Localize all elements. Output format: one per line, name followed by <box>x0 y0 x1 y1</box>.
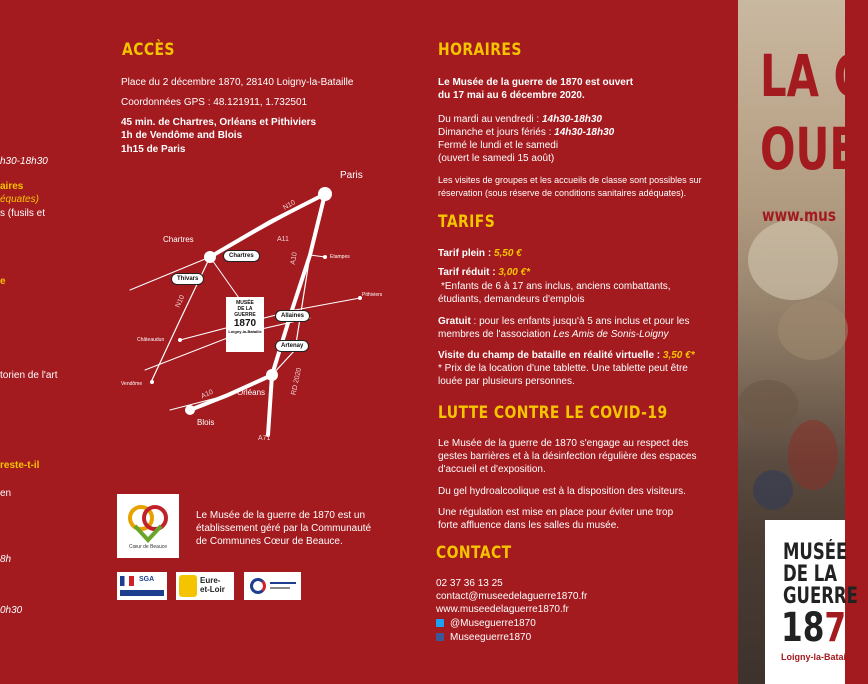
map-road-n10: N10 <box>282 199 297 212</box>
acces-address: Place du 2 décembre 1870, 28140 Loigny-la-Bataille <box>121 77 354 88</box>
cover-url: www.mus <box>762 206 836 226</box>
map-road-a10: A10 <box>289 251 299 266</box>
heart-logo-icon <box>117 494 179 544</box>
acces-heading: ACCÈS <box>122 40 175 60</box>
map-museum-marker: MUSÉE DE LA GUERRE 1870 Loigny-la-Bataille <box>226 297 264 352</box>
tarif-gratuit: Gratuit : pour les enfants jusqu'à 5 ans inclus et pour les <box>438 316 690 327</box>
horaires-intro-1: Le Musée de la guerre de 1870 est ouvert <box>438 77 634 88</box>
tarif-vr-detail-1: * Prix de la location d'une tablette. Une tablette peut être <box>438 363 688 374</box>
left-fragment: 0h30 <box>0 605 23 616</box>
coeur-de-beauce-logo: Cœur de Beauce <box>117 494 179 558</box>
map-station-thivars: Thivars <box>171 273 204 285</box>
map-city-chateaudun: Châteaudun <box>137 337 165 343</box>
covid-p1-3: d'accueil et d'exposition. <box>438 464 546 475</box>
horaires-open-note: (ouvert le samedi 15 août) <box>438 153 555 164</box>
map-city-chartres: Chartres <box>163 235 194 244</box>
horaires-sunday: Dimanche et jours fériés : 14h30-18h30 <box>438 127 615 138</box>
sga-logo: SGA <box>117 572 167 600</box>
eure-et-loir-logo: Eure- et-Loir <box>176 572 234 600</box>
tarif-gratuit-detail: membres de l'association Les Amis de Sonis-Loigny <box>438 329 669 340</box>
map-station-artenay: Artenay <box>275 340 309 352</box>
left-fragment: 8h <box>0 554 12 565</box>
covid-p3-1: Une régulation est mise en place pour éviter une trop <box>438 507 674 518</box>
acces-distance-3: 1h15 de Paris <box>121 144 186 155</box>
left-fragment: en <box>0 488 12 499</box>
left-fragment: équates) <box>0 194 39 205</box>
horaires-weekday: Du mardi au vendredi : 14h30-18h30 <box>438 114 602 125</box>
left-fragment: torien de l'art <box>0 370 58 381</box>
map-road-rd2020: RD 2020 <box>290 367 304 396</box>
covid-p2: Du gel hydroalcoolique est à la disposition des visiteurs. <box>438 486 686 497</box>
horaires-heading: HORAIRES <box>438 40 522 60</box>
anniversary-logo <box>244 572 301 600</box>
facebook-icon <box>436 633 444 641</box>
horaires-groups-2: réservation (sous réserve de conditions sanitaires adéquates). <box>438 188 687 198</box>
contact-website[interactable]: www.museedelaguerre1870.fr <box>436 604 569 615</box>
left-fragment: aires <box>0 181 24 192</box>
left-fragment: s (fusils et <box>0 208 46 219</box>
map-road-a10-south: A10 <box>200 388 215 401</box>
covid-p1-1: Le Musée de la guerre de 1870 s'engage au respect des <box>438 438 689 449</box>
map-city-paris: Paris <box>340 170 363 181</box>
tarif-plein: Tarif plein : 5,50 € <box>438 248 522 259</box>
partner-text-1: Le Musée de la guerre de 1870 est un <box>196 510 366 521</box>
acces-distance-1: 45 min. de Chartres, Orléans et Pithiviers <box>121 117 317 128</box>
map-city-pithiviers: Pithiviers <box>362 292 383 298</box>
left-fragment: reste-t-il <box>0 460 40 471</box>
map-road-a11: A11 <box>277 236 289 243</box>
map-city-blois: Blois <box>197 418 215 427</box>
partner-text-2: établissement géré par la Communauté <box>196 523 372 534</box>
tarif-vr-detail-2: louée par plusieurs personnes. <box>438 376 575 387</box>
tarif-vr: Visite du champ de bataille en réalité virtuelle : 3,50 €* <box>438 350 695 361</box>
left-fragment: h30-18h30 <box>0 156 48 167</box>
covid-p3-2: forte affluence dans les salles du musée. <box>438 520 620 531</box>
cover-title-line-2: OUE <box>760 115 858 183</box>
map-station-chartres: Chartres <box>223 250 260 262</box>
map-station-allaines: Allaines <box>275 310 310 322</box>
map-road-n10-south: N10 <box>174 294 187 309</box>
cover-title-line-1: LA G <box>760 42 868 110</box>
horaires-groups-1: Les visites de groupes et les accueils de classe sont possibles sur <box>438 175 702 185</box>
map-road-a71: A71 <box>258 435 271 442</box>
tarifs-heading: TARIFS <box>438 212 496 232</box>
map-city-vendome: Vendôme <box>121 381 143 387</box>
acces-gps: Coordonnées GPS : 48.121911, 1.732501 <box>121 97 308 108</box>
horaires-closed: Fermé le lundi et le samedi <box>438 140 559 151</box>
map-city-orleans: Orléans <box>237 388 266 397</box>
tarif-reduit-detail-1: *Enfants de 6 à 17 ans inclus, anciens combattants, <box>441 281 671 292</box>
tarif-reduit: Tarif réduit : 3,00 €* <box>438 267 531 278</box>
map-city-etampes: Etampes <box>330 254 350 260</box>
cover-museum-logo: MUSÉE DE LA GUERRE 1870 Loigny-la-Batail <box>765 520 845 684</box>
contact-email[interactable]: contact@museedelaguerre1870.fr <box>436 591 588 602</box>
contact-facebook[interactable]: Museeguerre1870 <box>436 631 531 644</box>
covid-heading: LUTTE CONTRE LE COVID-19 <box>438 403 668 423</box>
left-fragment: e <box>0 276 6 287</box>
covid-p1-2: gestes barrières et à la désinfection régulière des espaces <box>438 451 697 462</box>
horaires-intro-2: du 17 mai au 6 décembre 2020. <box>438 90 585 101</box>
contact-heading: CONTACT <box>436 543 512 563</box>
partner-text-3: de Communes Cœur de Beauce. <box>196 536 343 547</box>
tarif-reduit-detail-2: étudiants, demandeurs d'emplois <box>438 294 585 305</box>
contact-phone[interactable]: 02 37 36 13 25 <box>436 578 503 589</box>
twitter-icon <box>436 619 444 627</box>
contact-twitter[interactable]: @Museguerre1870 <box>436 617 536 630</box>
acces-distance-2: 1h de Vendôme and Blois <box>121 130 243 141</box>
